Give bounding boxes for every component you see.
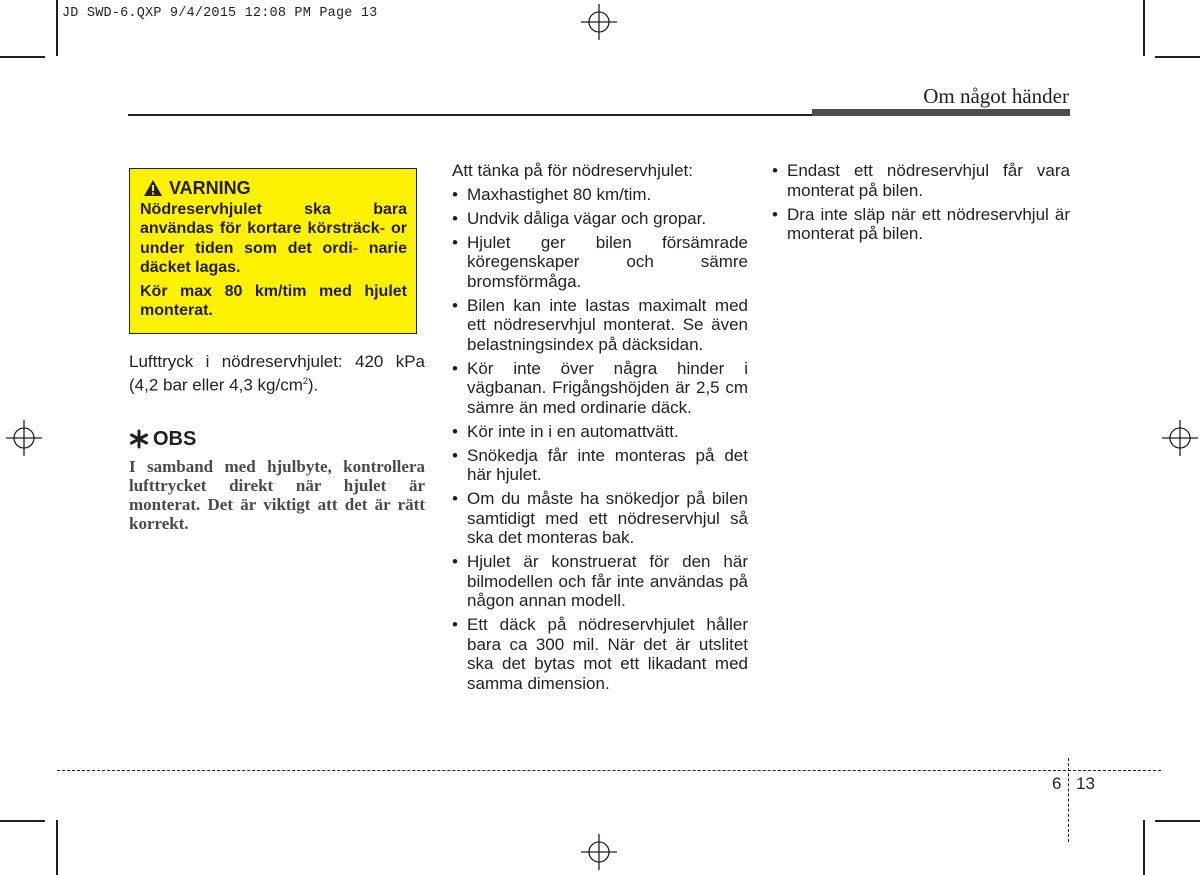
hyphen: - (379, 220, 385, 238)
list-item: • Kör inte in i en automattvätt. (452, 422, 748, 442)
asterisk-icon (129, 429, 149, 449)
spare-wheel-list (452, 185, 748, 694)
registration-mark-icon (1162, 420, 1198, 456)
crop-mark (1143, 820, 1145, 875)
obs-heading (129, 427, 425, 451)
registration-mark-icon (581, 834, 617, 870)
crop-mark (1143, 0, 1145, 56)
crop-mark (1155, 56, 1200, 58)
header-rule-thick (812, 109, 1070, 116)
obs-note: I samband med hjulbyte, kontrollera lufttrycket direkt när hjulet är monterat. Det är viktigt att det är rätt korrekt. (129, 456, 425, 533)
warning-box (129, 168, 417, 334)
warning-triangle-icon (143, 179, 163, 197)
list-item: • Undvik dåliga vägar och gropar. (452, 209, 748, 229)
registration-mark-icon (6, 420, 42, 456)
header-rule (128, 114, 812, 116)
column-right (772, 161, 1070, 248)
warning-heading-text: VARNING (169, 178, 251, 198)
list-item: • Snökedja får inte monteras på det här hjulet. (452, 446, 748, 485)
crop-mark (0, 820, 45, 822)
list-item: • Bilen kan inte lastas maximalt med ett nödreservhjul monterat. Se även belastningsindex på däcksidan. (452, 296, 748, 355)
spare-wheel-list-continued (772, 161, 1070, 244)
column-left (129, 352, 425, 533)
column-middle (452, 161, 748, 698)
list-item: • Hjulet ger bilen försämrade köregenskaper och sämre bromsförmåga. (452, 233, 748, 292)
registration-mark-icon (581, 4, 617, 40)
crop-mark (0, 56, 45, 58)
page-number-separator (1068, 758, 1069, 842)
list-intro: Att tänka på för nödreservhjulet: (452, 161, 693, 180)
list-item: • Endast ett nödreservhjul får vara monterat på bilen. (772, 161, 1070, 200)
chapter-number: 6 (1052, 774, 1062, 793)
warning-paragraph: Kör max 80 km/tim med hjulet monterat. (140, 282, 407, 320)
warning-text-part: narie däcket lagas. (140, 239, 407, 277)
list-item: • Hjulet är konstruerat för den här bilmodellen och får inte användas på någon annan modell. (452, 552, 748, 611)
tire-pressure-main: Lufttryck i nödreservhjulet: 420 kPa (4,2 bar eller 4,3 kg/cm (129, 352, 425, 395)
warning-text-part: or under tiden som det ordi (140, 220, 407, 257)
page-number: 13 (1076, 774, 1095, 793)
hyphen: - (352, 239, 359, 257)
tire-pressure-text (129, 352, 425, 395)
list-item: • Om du måste ha snökedjor på bilen samtidigt med ett nödreservhjul så ska det monteras bak. (452, 489, 748, 548)
warning-text-part: Nödreservhjulet ska bara användas för kortare körsträck (140, 201, 407, 238)
warning-paragraph (140, 200, 407, 278)
list-item: • Dra inte släp när ett nödreservhjul är monterat på bilen. (772, 205, 1070, 244)
tire-pressure-end: ). (307, 375, 319, 395)
crop-mark (56, 820, 58, 875)
print-slug: JD SWD-6.QXP 9/4/2015 12:08 PM Page 13 (62, 6, 378, 21)
crop-mark (1155, 820, 1200, 822)
crop-mark (56, 0, 58, 56)
superscript: 2 (302, 375, 308, 386)
list-item: • Ett däck på nödreservhjulet håller bara ca 300 mil. När det är utslitet ska det bytas mot ett likadant med samma dimension. (452, 615, 748, 693)
warning-heading (143, 177, 407, 199)
footer-rule (57, 770, 1161, 771)
list-item: • Kör inte över några hinder i vägbanan. Frigångshöjden är 2,5 cm sämre än med ordinarie däck. (452, 359, 748, 418)
section-title: Om något händer (923, 84, 1069, 108)
obs-heading-text: OBS (153, 427, 197, 450)
list-item: • Maxhastighet 80 km/tim. (452, 185, 748, 205)
